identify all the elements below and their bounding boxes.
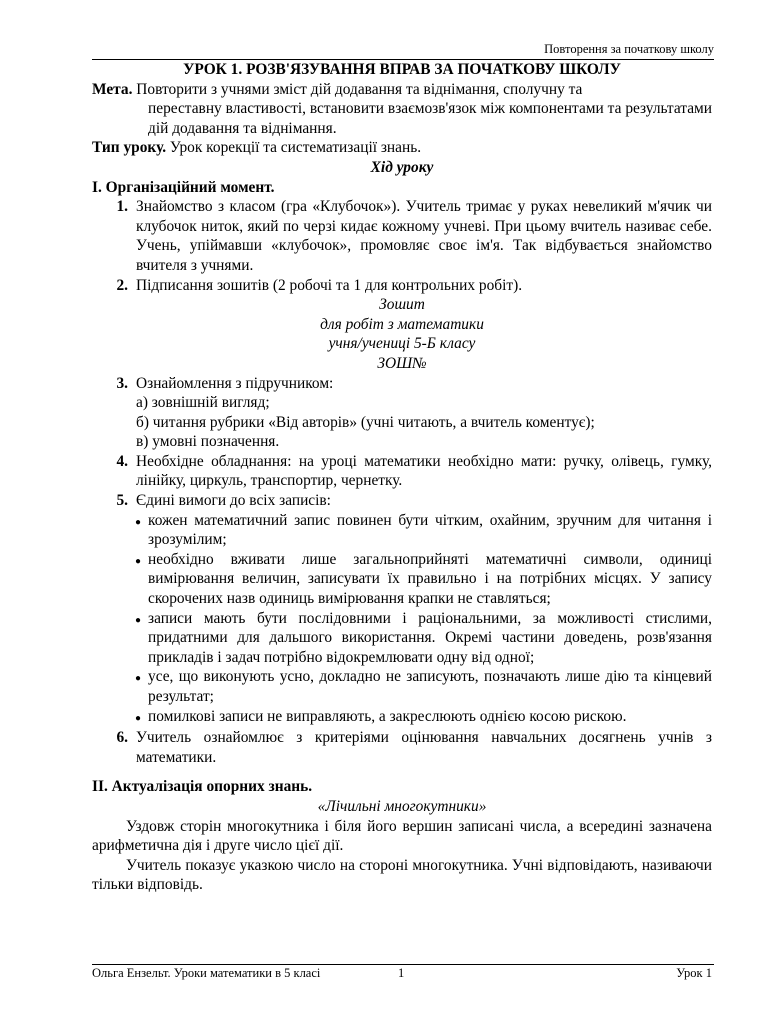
type-text: Урок корекції та систематизації знань. bbox=[166, 139, 422, 157]
list-item bbox=[92, 491, 712, 511]
running-head: Повторення за початкову школу bbox=[544, 42, 714, 56]
bullet-item bbox=[92, 511, 712, 550]
section1-heading: I. Організаційний момент. bbox=[92, 178, 275, 196]
footer-rule bbox=[92, 964, 714, 965]
item-number: 5. bbox=[116, 492, 128, 510]
item-number: 2. bbox=[116, 276, 128, 294]
course-heading: Хід уроку bbox=[370, 158, 434, 176]
notebook-line: учня/учениці 5-Б класу bbox=[328, 335, 476, 353]
bullet-icon: ● bbox=[134, 712, 142, 724]
item-text: Ознайомлення з підручником: bbox=[136, 374, 334, 392]
section2-heading: II. Актуалізація опорних знань. bbox=[92, 778, 313, 796]
bullet-text: усе, що виконують усно, докладно не записують, позначають лише дію та кінцевий результат; bbox=[148, 668, 712, 705]
lesson-type bbox=[92, 138, 712, 158]
list-item bbox=[92, 374, 712, 394]
goal-paragraph bbox=[92, 80, 712, 100]
page-content bbox=[92, 60, 712, 895]
type-label: Тип уроку. bbox=[92, 139, 167, 157]
sub-item: б) читання рубрики «Від авторів» (учні читають, а вчитель коментує); bbox=[136, 413, 595, 431]
bullet-item bbox=[92, 609, 712, 668]
requirements-list bbox=[92, 511, 712, 729]
bullet-text: кожен математичний запис повинен бути чітким, охайним, зручним для читання і зрозумілим; bbox=[148, 511, 712, 549]
item-text: Необхідне обладнання: на уроці математики необхідно мати: ручку, олівець, гумку, лінійку, циркуль, транспортир, чернетку. bbox=[136, 452, 712, 490]
bullet-icon: ● bbox=[134, 516, 142, 528]
footer-lesson: Урок 1 bbox=[676, 966, 712, 980]
footer-author: Ольга Ензельт. Уроки математики в 5 класі bbox=[92, 966, 321, 980]
item-text: Учитель ознайомлює з критеріями оцінювання навчальних досягнень учнів з математики. bbox=[136, 729, 712, 766]
item-number: 3. bbox=[116, 374, 128, 392]
notebook-line: Зошит bbox=[379, 296, 425, 314]
lesson-title: УРОК 1. РОЗВ'ЯЗУВАННЯ ВПРАВ ЗА ПОЧАТКОВУ ШКОЛУ bbox=[183, 61, 621, 78]
bullet-item bbox=[92, 707, 712, 729]
section2-subheading: «Лічильні многокутники» bbox=[317, 797, 487, 815]
notebook-line: для робіт з математики bbox=[320, 315, 484, 333]
page-number: 1 bbox=[398, 966, 405, 980]
item-number: 1. bbox=[116, 198, 128, 216]
bullet-text: помилкові записи не виправляють, а закреслюють однією косою рискою. bbox=[148, 707, 627, 725]
goal-label: Мета. bbox=[92, 80, 133, 98]
bullet-icon: ● bbox=[134, 673, 142, 685]
bullet-text: необхідно вживати лише загальноприйняті математичні символи, одиниці вимірювання величин, записувати їх правильно і на потрібних місцях. У запису скорочених назв одиниць вимірювання крапки не ставляться; bbox=[148, 550, 712, 608]
sub-item: в) умовні позначення. bbox=[136, 433, 280, 451]
item-text: Підписання зошитів (2 робочі та 1 для контрольних робіт). bbox=[136, 276, 523, 294]
item-text: Єдині вимоги до всіх записів: bbox=[136, 492, 331, 510]
paragraph: Уздовж сторін многокутника і біля його вершин записані числа, а всередині зазначена арифметична дія і друге число цієї дії. bbox=[92, 817, 712, 855]
notebook-line: ЗОШ№ bbox=[377, 354, 427, 372]
paragraph: Учитель показує указкою число на стороні многокутника. Учні відповідають, називаючи тільки відповідь. bbox=[92, 856, 712, 894]
sub-item: а) зовнішній вигляд; bbox=[136, 394, 270, 412]
bullet-item bbox=[92, 550, 712, 609]
goal-continuation: переставну властивості, встановити взаємозв'язок між компонентами та результатами дій додавання та віднімання. bbox=[148, 100, 712, 137]
spacer bbox=[92, 767, 712, 777]
bullet-text: записи мають бути послідовними і раціональними, за можливості стислими, придатними для дальшого використання. Окремі частини доведень, розв'язання прикладів і задач потрібно відокремлювати одну від одної; bbox=[148, 609, 712, 666]
bullet-icon: ● bbox=[134, 614, 142, 626]
bullet-icon: ● bbox=[134, 555, 142, 567]
item-text: Знайомство з класом (гра «Клубочок»). Учитель тримає у руках невеликий м'ячик чи клубочок ниток, який по черзі кидає кожному учневі. При цьому вчитель називає себе. Учень, упіймавши «клубочок», промовляє своє ім'я. Так відбувається знайомство вчителя з учнями. bbox=[136, 198, 712, 274]
item-number: 6. bbox=[116, 729, 128, 747]
goal-text: Повторити з учнями зміст дій додавання та віднімання, сполучну та bbox=[132, 80, 583, 98]
list-item bbox=[92, 452, 712, 491]
list-item bbox=[92, 728, 712, 767]
list-item bbox=[92, 197, 712, 275]
item-number: 4. bbox=[116, 452, 128, 470]
bullet-item bbox=[92, 667, 712, 706]
list-item bbox=[92, 276, 712, 296]
